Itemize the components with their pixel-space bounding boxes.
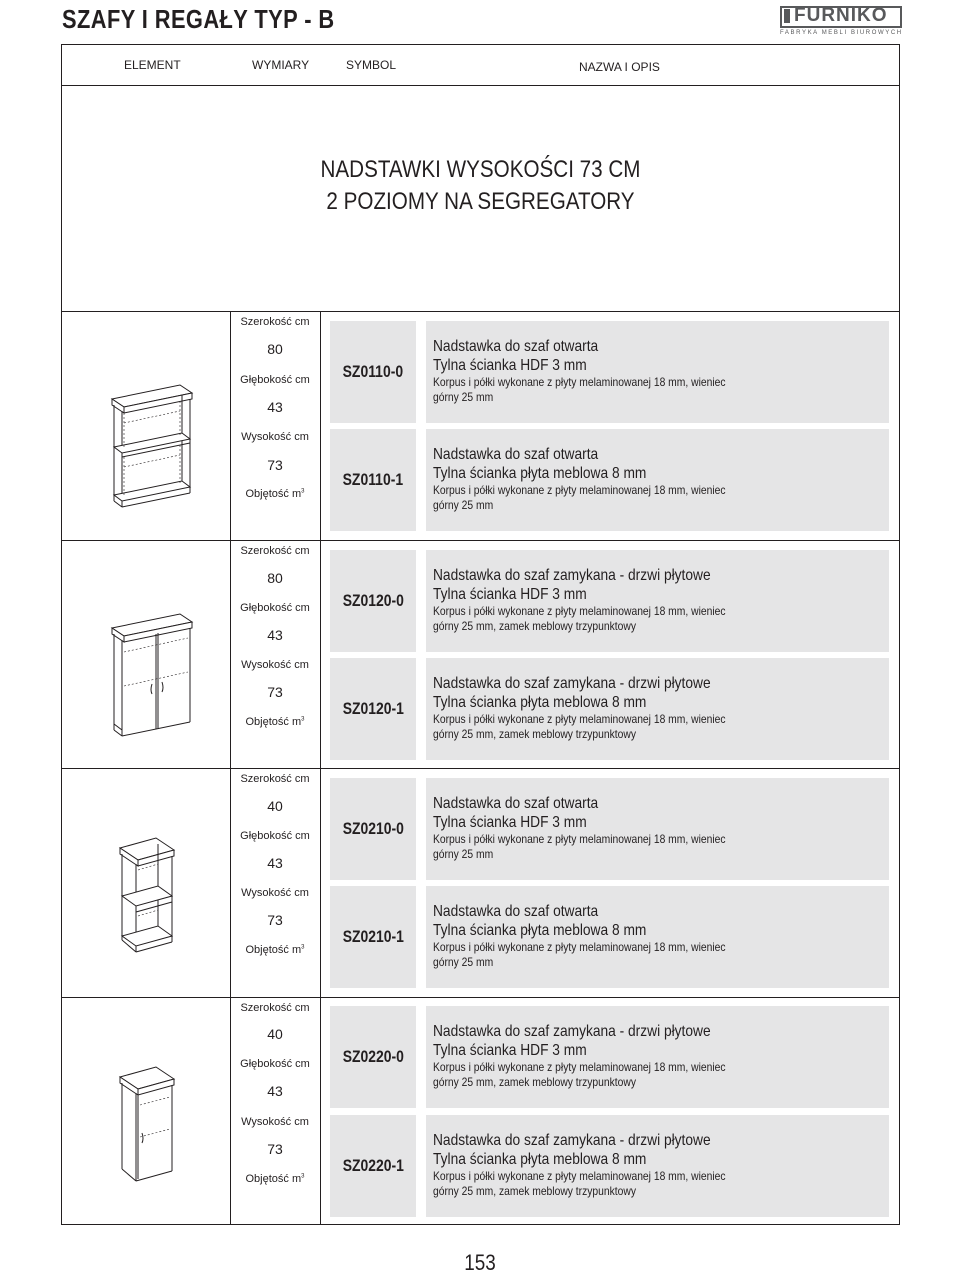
volume-unit-superscript: 3 [301, 1173, 305, 1180]
width-label: Szerokość cm [240, 316, 310, 328]
open-cabinet-80-illustration [102, 383, 202, 523]
column-header-nazwa: NAZWA I OPIS [579, 60, 660, 74]
volume-unit-superscript: 3 [301, 944, 305, 951]
depth-value: 43 [267, 855, 283, 871]
volume-label-text: Objętość m [245, 716, 302, 728]
symbol-cell [330, 886, 416, 988]
column-header-symbol: SYMBOL [346, 58, 397, 72]
volume-label [230, 944, 320, 956]
description-back-panel: Tylna ścianka HDF 3 mm [433, 814, 587, 831]
volume-unit-superscript: 3 [301, 716, 305, 723]
logo-wordmark: FURNIKO [794, 5, 888, 26]
product-symbol: SZ0120-0 [342, 591, 404, 610]
section-heading-line-2: 2 POZIOMY NA SEGREGATORY [326, 188, 635, 215]
volume-unit-superscript: 3 [301, 488, 305, 495]
volume-label [230, 716, 320, 728]
description-cell [426, 1115, 889, 1217]
column-header-wymiary: WYMIARY [252, 58, 310, 72]
depth-label: Głębokość cm [240, 374, 310, 386]
closed-cabinet-40-illustration [102, 1065, 202, 1205]
description-back-panel: Tylna ścianka HDF 3 mm [433, 586, 587, 603]
open-cabinet-40-illustration [102, 836, 202, 976]
page-title: SZAFY I REGAŁY TYP - B [62, 4, 335, 34]
symbol-cell [330, 1115, 416, 1217]
group-divider [61, 311, 900, 312]
description-back-panel: Tylna ścianka HDF 3 mm [433, 357, 587, 374]
description-title: Nadstawka do szaf zamykana - drzwi płytowe [433, 1132, 711, 1149]
description-details: Korpus i półki wykonane z płyty melaminowanej 18 mm, wieniec górny 25 mm, zamek meblowy trzypunktowy [433, 1169, 726, 1198]
width-value: 40 [267, 1026, 283, 1042]
height-value: 73 [267, 912, 283, 928]
group-divider [61, 997, 900, 998]
height-label: Wysokość cm [241, 659, 309, 671]
symbol-cell [330, 429, 416, 531]
description-title: Nadstawka do szaf otwarta [433, 446, 599, 463]
description-title: Nadstawka do szaf otwarta [433, 903, 599, 920]
description-details: Korpus i półki wykonane z płyty melaminowanej 18 mm, wieniec górny 25 mm [433, 483, 726, 512]
product-symbol: SZ0220-1 [342, 1156, 404, 1175]
description-cell [426, 429, 889, 531]
column-divider [320, 540, 321, 768]
description-cell [426, 658, 889, 760]
description-cell [426, 886, 889, 988]
height-label: Wysokość cm [241, 1116, 309, 1128]
description-back-panel: Tylna ścianka płyta meblowa 8 mm [433, 922, 647, 939]
furniko-logo [780, 6, 902, 36]
section-heading-line-1: NADSTAWKI WYSOKOŚCI 73 CM [320, 156, 641, 183]
description-title: Nadstawka do szaf zamykana - drzwi płytowe [433, 675, 711, 692]
description-cell [426, 1006, 889, 1108]
description-cell [426, 778, 889, 880]
description-back-panel: Tylna ścianka płyta meblowa 8 mm [433, 465, 647, 482]
product-symbol: SZ0110-1 [342, 470, 404, 489]
description-details: Korpus i półki wykonane z płyty melaminowanej 18 mm, wieniec górny 25 mm [433, 832, 726, 861]
height-label: Wysokość cm [241, 431, 309, 443]
header-divider [61, 85, 900, 86]
description-details: Korpus i półki wykonane z płyty melaminowanej 18 mm, wieniec górny 25 mm [433, 375, 726, 404]
product-symbol: SZ0210-1 [342, 927, 404, 946]
closed-cabinet-80-illustration [102, 612, 202, 752]
volume-label-text: Objętość m [245, 944, 302, 956]
description-title: Nadstawka do szaf zamykana - drzwi płytowe [433, 567, 711, 584]
height-value: 73 [267, 1141, 283, 1157]
description-back-panel: Tylna ścianka płyta meblowa 8 mm [433, 1151, 647, 1168]
column-header-element: ELEMENT [124, 58, 181, 72]
width-value: 40 [267, 798, 283, 814]
volume-label-text: Objętość m [245, 1173, 302, 1185]
volume-label [230, 488, 320, 500]
logo-tagline: FABRYKA MEBLI BIUROWYCH [780, 30, 903, 36]
symbol-cell [330, 1006, 416, 1108]
description-details: Korpus i półki wykonane z płyty melaminowanej 18 mm, wieniec górny 25 mm, zamek meblowy trzypunktowy [433, 712, 726, 741]
product-symbol: SZ0120-1 [342, 699, 404, 718]
product-symbol: SZ0220-0 [342, 1047, 404, 1066]
description-title: Nadstawka do szaf otwarta [433, 338, 599, 355]
symbol-cell [330, 658, 416, 760]
depth-value: 43 [267, 1083, 283, 1099]
symbol-cell [330, 778, 416, 880]
product-symbol: SZ0210-0 [342, 819, 404, 838]
description-back-panel: Tylna ścianka płyta meblowa 8 mm [433, 694, 647, 711]
description-back-panel: Tylna ścianka HDF 3 mm [433, 1042, 587, 1059]
symbol-cell [330, 550, 416, 652]
symbol-cell [330, 321, 416, 423]
column-divider [320, 768, 321, 997]
height-label: Wysokość cm [241, 887, 309, 899]
depth-value: 43 [267, 399, 283, 415]
group-divider [61, 768, 900, 769]
description-title: Nadstawka do szaf zamykana - drzwi płytowe [433, 1023, 711, 1040]
width-label: Szerokość cm [240, 1002, 310, 1014]
volume-label [230, 1173, 320, 1185]
depth-label: Głębokość cm [240, 830, 310, 842]
width-label: Szerokość cm [240, 773, 310, 785]
description-details: Korpus i półki wykonane z płyty melaminowanej 18 mm, wieniec górny 25 mm, zamek meblowy trzypunktowy [433, 1060, 726, 1089]
height-value: 73 [267, 457, 283, 473]
depth-value: 43 [267, 627, 283, 643]
volume-label-text: Objętość m [245, 488, 302, 500]
description-cell [426, 321, 889, 423]
group-divider [61, 540, 900, 541]
width-label: Szerokość cm [240, 545, 310, 557]
column-divider [320, 997, 321, 1225]
section-heading [61, 154, 900, 218]
width-value: 80 [267, 341, 283, 357]
page-number: 153 [464, 1250, 496, 1273]
description-title: Nadstawka do szaf otwarta [433, 795, 599, 812]
logo-mark [784, 9, 790, 23]
description-details: Korpus i półki wykonane z płyty melaminowanej 18 mm, wieniec górny 25 mm [433, 940, 726, 969]
depth-label: Głębokość cm [240, 602, 310, 614]
depth-label: Głębokość cm [240, 1058, 310, 1070]
description-cell [426, 550, 889, 652]
width-value: 80 [267, 570, 283, 586]
column-divider [320, 311, 321, 540]
product-symbol: SZ0110-0 [342, 362, 404, 381]
description-details: Korpus i półki wykonane z płyty melaminowanej 18 mm, wieniec górny 25 mm, zamek meblowy trzypunktowy [433, 604, 726, 633]
height-value: 73 [267, 684, 283, 700]
